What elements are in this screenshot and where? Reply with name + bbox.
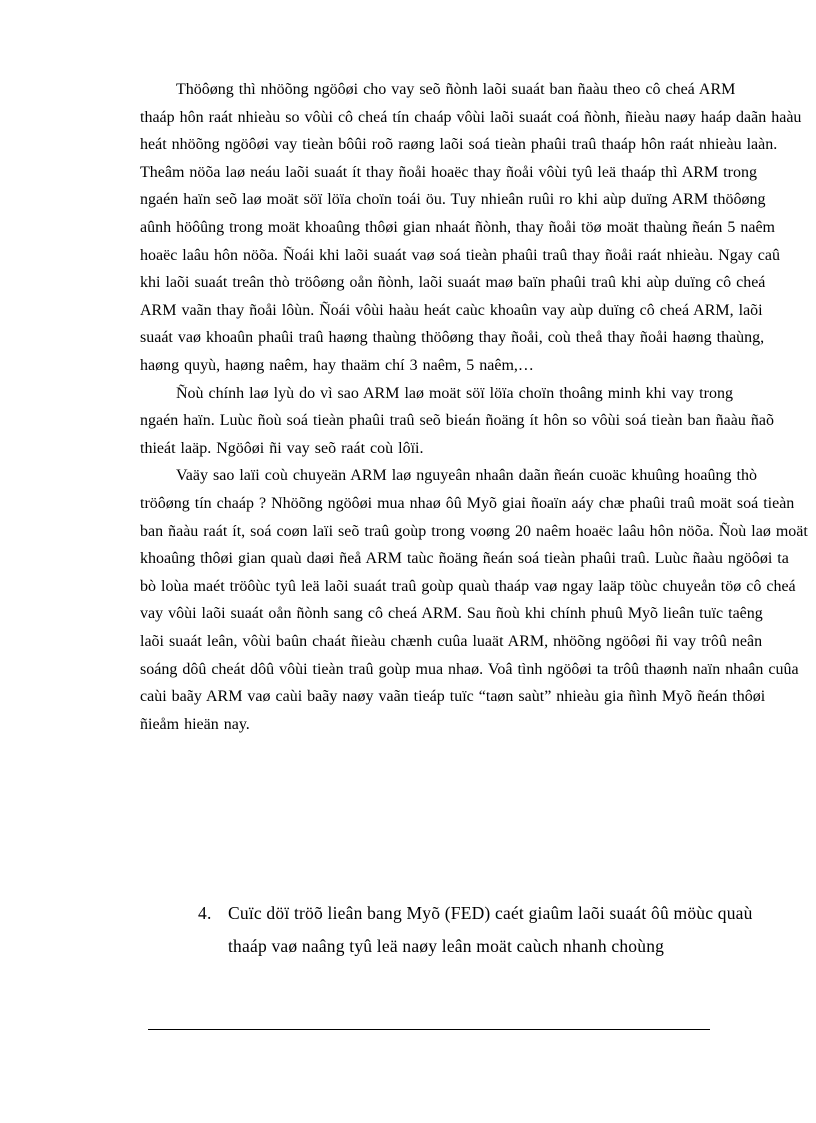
- text-line: thaáp hôn raát nhieàu so vôùi cô cheá tín chaáp vôùi laõi suaát coá ñònh, ñieàu naøy haáp daãn haàu: [140, 108, 802, 126]
- text-line: Theâm nöõa laø neáu laõi suaát ít thay ñoåi hoaëc thay ñoåi vôùi tyû leä thaáp thì ARM trong: [140, 163, 757, 181]
- text-line: ngaén haïn. Luùc ñoù soá tieàn phaûi traû seõ bieán ñoäng ít hôn so vôùi soá tieàn ban ñaàu ñaõ: [140, 412, 774, 430]
- section-heading: [198, 897, 753, 963]
- footer-divider: [148, 1029, 710, 1030]
- text-line: suaát vaø khoaûn phaûi traû haøng thaùng thöôøng thay ñoåi, coù theå thay ñoåi haøng thaùng,: [140, 329, 765, 347]
- text-line: khi laõi suaát treân thò tröôøng oån ñònh, laõi suaát maø baïn phaûi traû khi aùp duïng cô cheá: [140, 274, 766, 292]
- paragraph-3: [140, 462, 808, 738]
- text-line: vay vôùi laõi suaát oån ñònh sang cô cheá ARM. Sau ñoù khi chính phuû Myõ lieân tuïc taêng: [140, 605, 763, 623]
- heading-text-1: Cuïc döï tröõ lieân bang Myõ (FED) caét giaûm laõi suaát ôû möùc quaù: [228, 903, 753, 923]
- text-line: Vaäy sao laïi coù chuyeän ARM laø nguyeân nhaân daãn ñeán cuoäc khuûng hoaûng thò: [176, 467, 757, 485]
- paragraph-1: [140, 76, 802, 380]
- text-line: ngaén haïn seõ laø moät söï löïa choïn toái öu. Tuy nhieân ruûi ro khi aùp duïng ARM thöôøng: [140, 191, 766, 209]
- text-line: ban ñaàu raát ít, soá coøn laïi seõ traû goùp trong voøng 20 naêm hoaëc laâu hôn nöõa. Ñoù laø moät: [140, 522, 808, 540]
- text-line: heát nhöõng ngöôøi vay tieàn bôûi roõ raøng laõi soá tieàn phaûi traû thaáp hôn raát nhieàu laàn.: [140, 136, 778, 154]
- heading-number: 4.: [198, 903, 212, 923]
- text-line: bò loùa maét tröôùc tyû leä laõi suaát traû goùp quaù thaáp vaø ngay laäp töùc chuyeån töø cô cheá: [140, 577, 796, 595]
- heading-line-2: thaáp vaø naâng tyû leä naøy leân moät caùch nhanh choùng: [228, 936, 665, 956]
- text-line: laõi suaát leân, vôùi baûn chaát ñieàu chænh cuûa luaät ARM, nhöõng ngöôøi ñi vay trôû neân: [140, 632, 763, 650]
- paragraph-2: [140, 380, 774, 463]
- text-line: aûnh höôûng trong moät khoaûng thôøi gian nhaát ñònh, thay ñoåi töø moät thaùng ñeán 5 naêm: [140, 218, 775, 236]
- text-line: soáng dôû cheát dôû vôùi tieàn traû goùp mua nhaø. Voâ tình ngöôøi ta trôû thaønh naïn nhaân cuûa: [140, 660, 799, 678]
- text-line: haøng quyù, haøng naêm, hay thaäm chí 3 naêm, 5 naêm,…: [140, 356, 534, 374]
- text-line: tröôøng tín chaáp ? Nhöõng ngöôøi mua nhaø ôû Myõ giai ñoaïn aáy chæ phaûi traû moät soá tieàn: [140, 494, 795, 512]
- text-line: hoaëc laâu hôn nöõa. Ñoái khi laõi suaát vaø soá tieàn phaûi traû thay ñoåi raát nhieàu. Ngay caû: [140, 246, 780, 264]
- text-line: khoaûng thôøi gian quaù daøi ñeå ARM taùc ñoäng ñeán soá tieàn phaûi traû. Luùc ñaàu ngöôøi ta: [140, 550, 789, 568]
- heading-line-1: [198, 897, 753, 930]
- text-line: Ñoù chính laø lyù do vì sao ARM laø moät söï löïa choïn thoâng minh khi vay trong: [176, 384, 733, 402]
- text-line: ñieåm hieän nay.: [140, 715, 250, 733]
- text-line: Thöôøng thì nhöõng ngöôøi cho vay seõ ñònh laõi suaát ban ñaàu theo cô cheá ARM: [176, 81, 736, 98]
- text-line: thieát laäp. Ngöôøi ñi vay seõ raát coù lôïi.: [140, 439, 424, 457]
- text-line: ARM vaãn thay ñoåi lôùn. Ñoái vôùi haàu heát caùc khoaûn vay aùp duïng cô cheá ARM, laõi: [140, 301, 763, 319]
- text-line: caùi baãy ARM vaø caùi baãy naøy vaãn tieáp tuïc “taøn saùt” nhieàu gia ñình Myõ ñeán thôøi: [140, 688, 766, 706]
